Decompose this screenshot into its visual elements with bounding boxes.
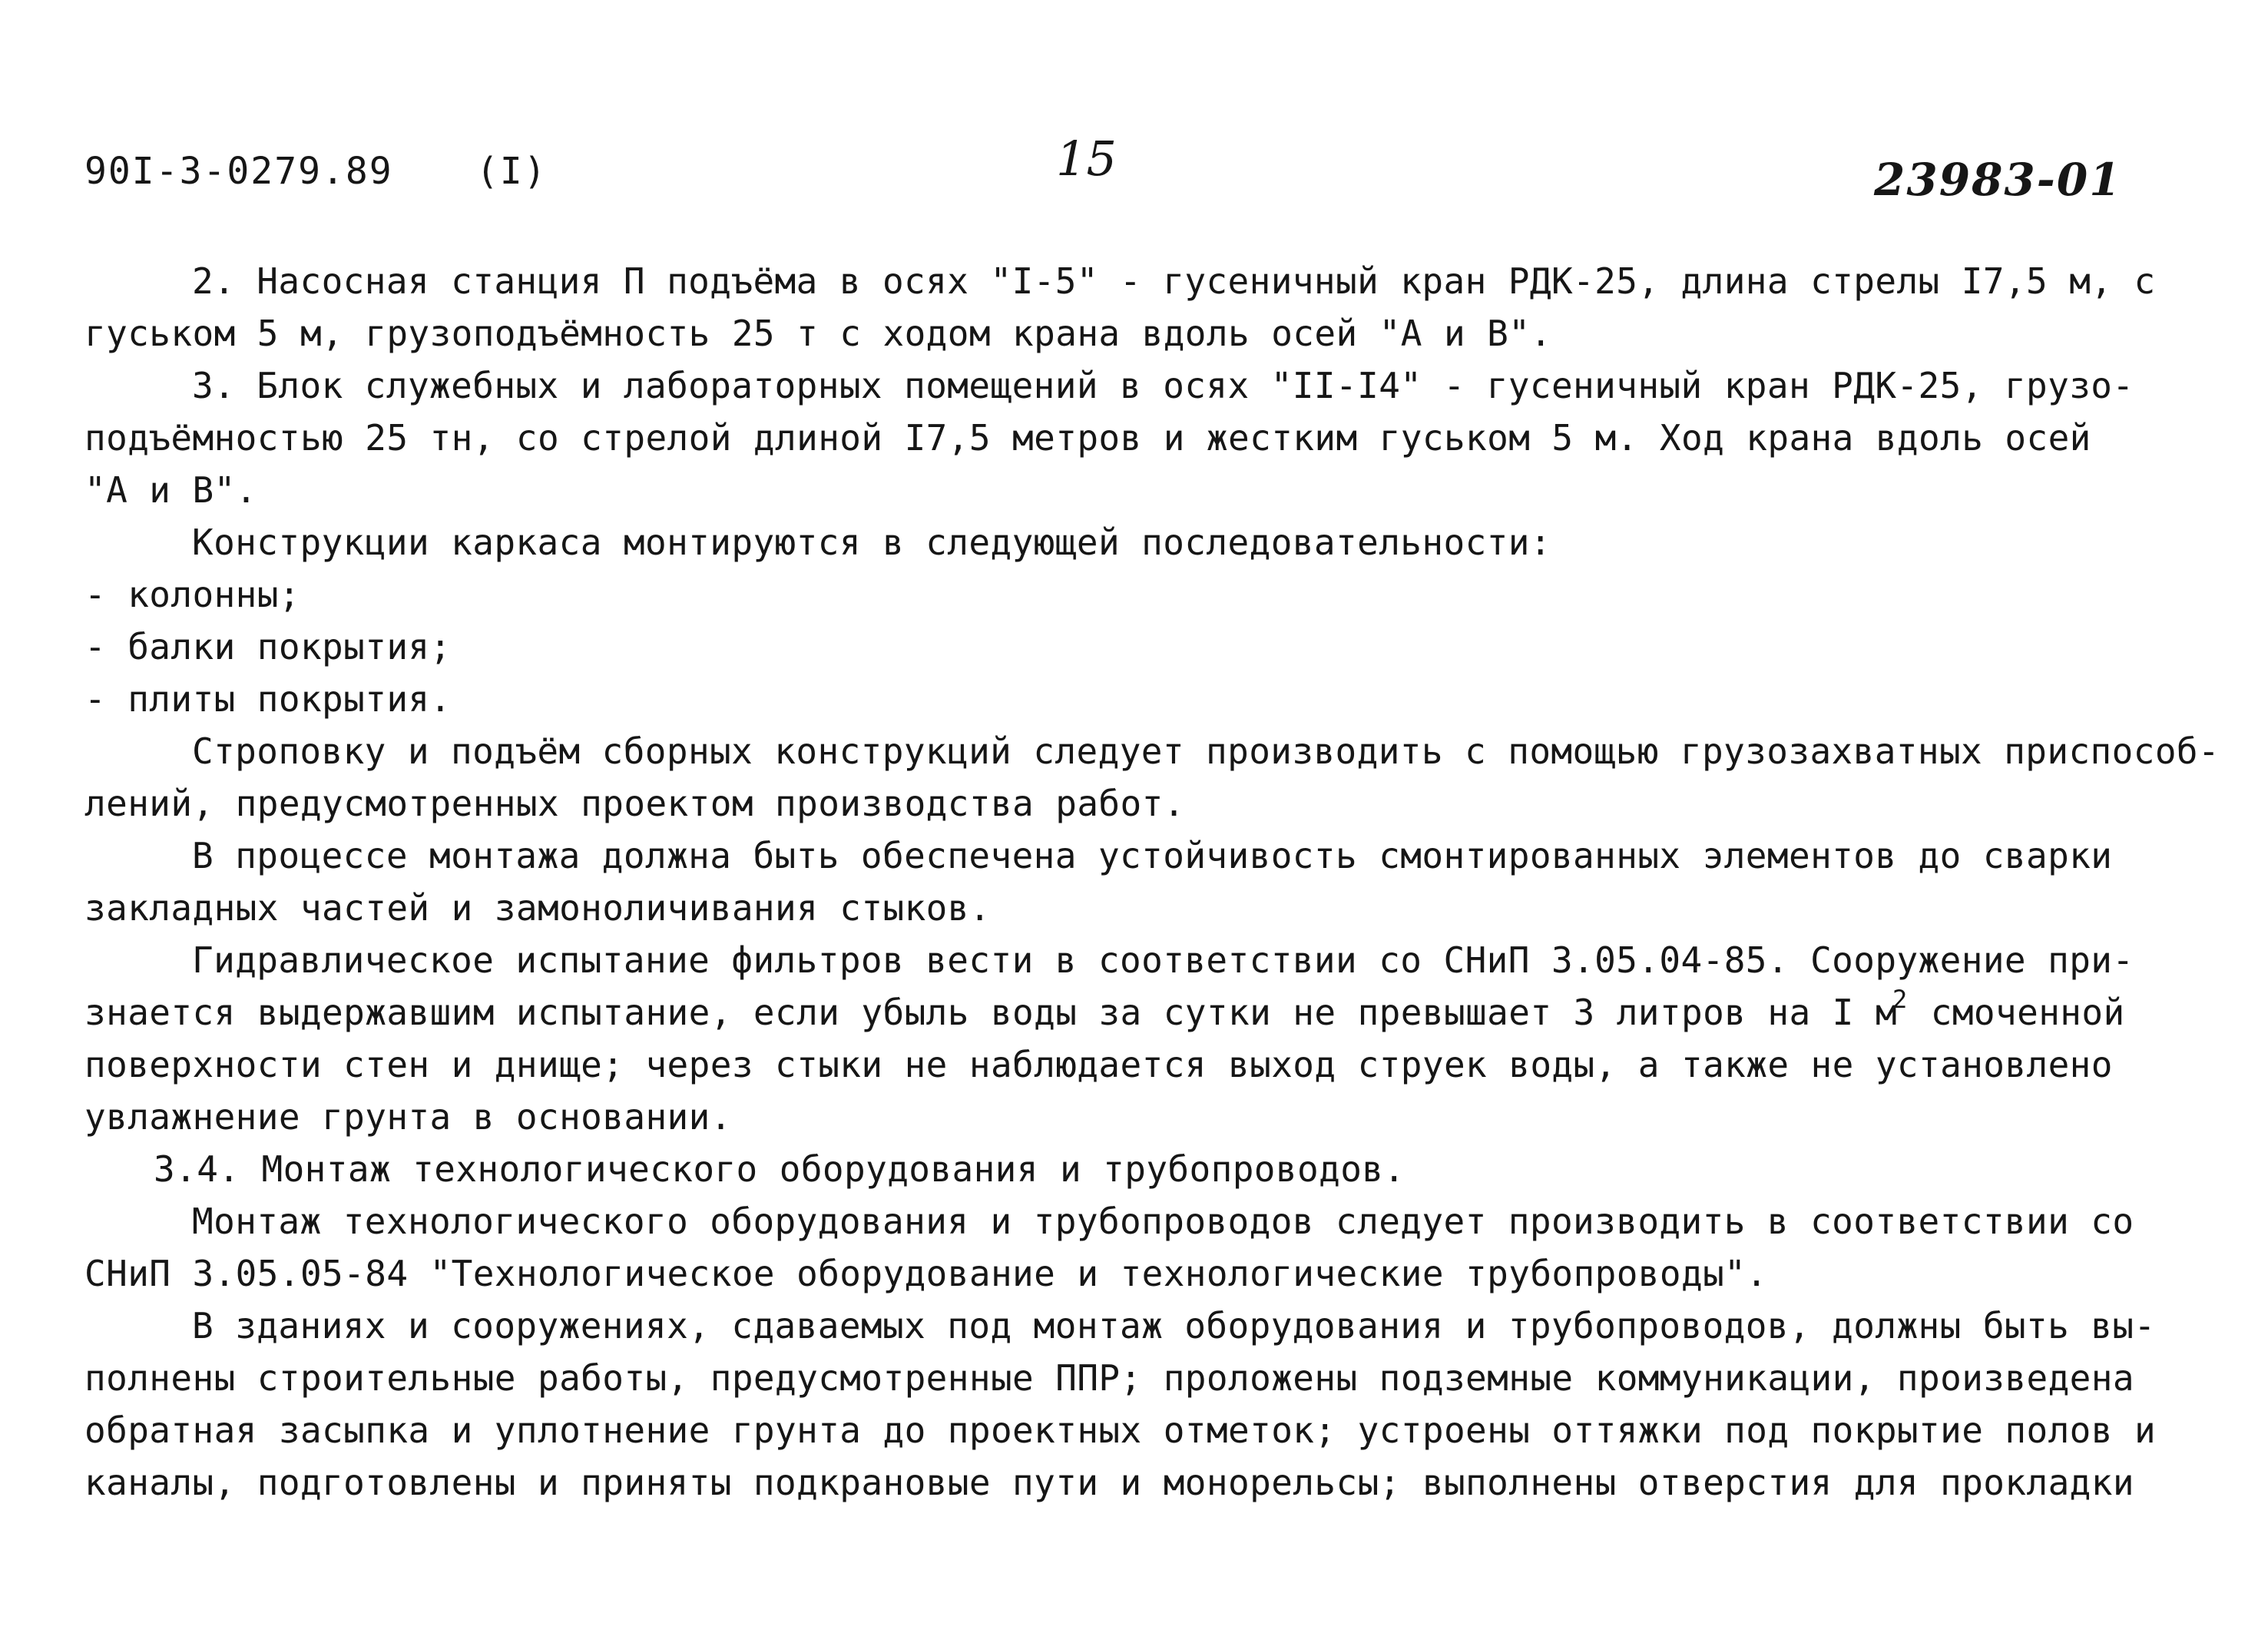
text-line: увлажнение грунта в основании. [84,1096,732,1138]
text-line: Монтаж технологического оборудования и трубопроводов следует производить в соответствии со [192,1201,2134,1242]
text-line: 3. Блок служебных и лабораторных помещений в осях "II-I4" - гусеничный кран РДК-25, грузо- [192,365,2134,406]
list-item: - плиты покрытия. [84,678,452,720]
text-line: Конструкции каркаса монтируются в следующей последовательности: [192,522,1551,563]
text-line: обратная засыпка и уплотнение грунта до проектных отметок; устроены оттяжки под покрытие полов и [84,1409,2157,1451]
inventory-number: 23983-01 [1874,154,2122,206]
text-segment: знается выдержавшим испытание, если убыль воды за сутки не превышает 3 литров на I м [84,992,1897,1033]
document-code: 90I-3-0279.89 [84,150,393,193]
text-line: В процессе монтажа должна быть обеспечена устойчивость смонтированных элементов до сварки [192,835,2113,876]
text-line: поверхности стен и днище; через стыки не наблюдается выход струек воды, а также не установлено [84,1044,2113,1085]
list-item: - колонны; [84,574,300,615]
text-line: полнены строительные работы, предусмотренные ППР; проложены подземные коммуникации, произведена [84,1357,2134,1399]
text-line: СНиП 3.05.05-84 "Технологическое оборудование и технологические трубопроводы". [84,1253,1768,1294]
list-item: - балки покрытия; [84,626,452,667]
text-line: лений, предусмотренных проектом производства работ. [84,783,1185,824]
text-line: Строповку и подъём сборных конструкций следует производить с помощью грузозахватных приспособ- [192,730,2220,772]
superscript: 2 [1892,985,1908,1014]
text-line: "А и В". [84,469,257,511]
document-part: (I) [476,150,548,193]
text-line: гуськом 5 м, грузоподъёмность 25 т с ходом крана вдоль осей "А и В". [84,313,1552,354]
text-line [84,985,2125,1039]
text-line: 2. Насосная станция П подъёма в осях "I-5" - гусеничный кран РДК-25, длина стрелы I7,5 м, с [192,260,2156,302]
text-line: Гидравлическое испытание фильтров вести в соответствии со СНиП 3.05.04-85. Сооружение при- [192,939,2134,981]
text-line: подъёмностью 25 тн, со стрелой длиной I7,5 метров и жестким гуськом 5 м. Ход крана вдоль осей [84,417,2091,459]
text-line: закладных частей и замоноличивания стыков. [84,887,991,929]
text-line: В зданиях и сооружениях, сдаваемых под монтаж оборудования и трубопроводов, должны быть вы- [192,1305,2156,1346]
text-segment: смоченной [1930,992,2125,1033]
text-line: каналы, подготовлены и приняты подкрановые пути и монорельсы; выполнены отверстия для прокладки [84,1462,2134,1503]
page-number: 15 [1056,131,1117,187]
section-heading: 3.4. Монтаж технологического оборудования и трубопроводов. [154,1148,1405,1190]
